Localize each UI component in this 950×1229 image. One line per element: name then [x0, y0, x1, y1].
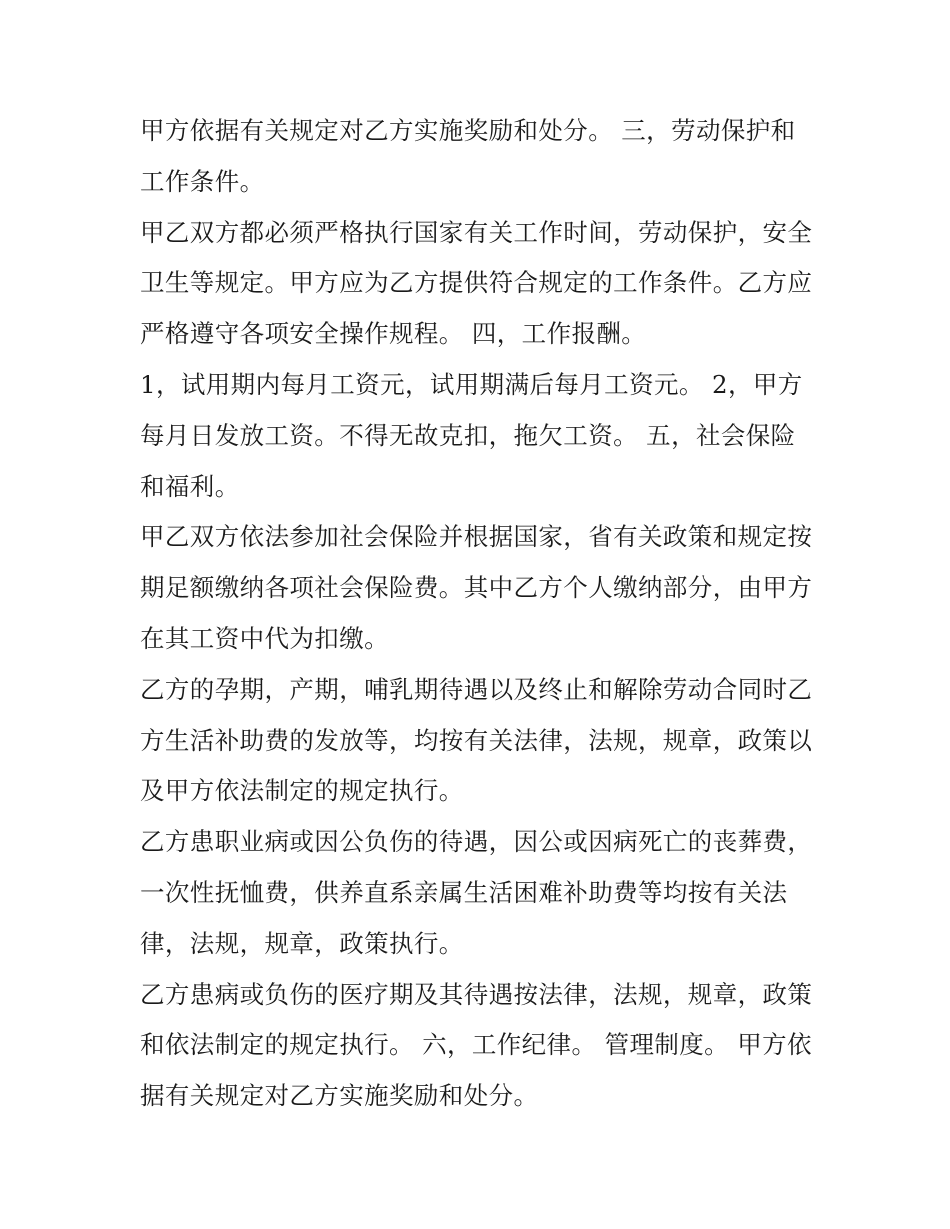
text-line: 工作条件。 [140, 166, 265, 196]
text-line: 方生活补助费的发放等，均按有关法律，法规，规章，政策以 [140, 725, 813, 755]
text-line: 在其工资中代为扣缴。 [140, 623, 389, 653]
text-line: 甲乙双方都必须严格执行国家有关工作时间，劳动保护，安全 [140, 217, 813, 247]
text-line: 及甲方依法制定的规定执行。 [140, 776, 464, 806]
text-line: 严格遵守各项安全操作规程。 四，工作报酬。 [140, 319, 647, 349]
text-line: 和福利。 [140, 471, 240, 501]
text-line: 据有关规定对乙方实施奖励和处分。 [140, 1081, 539, 1111]
text-line: 卫生等规定。甲方应为乙方提供符合规定的工作条件。乙方应 [140, 268, 813, 298]
text-line: 律，法规，规章，政策执行。 [140, 928, 464, 958]
text-line: 乙方患职业病或因公负伤的待遇，因公或因病死亡的丧葬费， [140, 827, 813, 857]
text-line: 期足额缴纳各项社会保险费。其中乙方个人缴纳部分，由甲方 [140, 573, 813, 603]
text-line: 乙方患病或负伤的医疗期及其待遇按法律，法规，规章，政策 [140, 979, 813, 1009]
text-line: 甲乙双方依法参加社会保险并根据国家，省有关政策和规定按 [140, 522, 813, 552]
text-line: 1，试用期内每月工资元，试用期满后每月工资元。 2，甲方 [140, 369, 803, 399]
document-body [140, 106, 830, 1122]
text-line: 一次性抚恤费，供养直系亲属生活困难补助费等均按有关法 [140, 877, 788, 907]
text-line: 甲方依据有关规定对乙方实施奖励和处分。 三，劳动保护和 [140, 116, 796, 145]
text-line: 乙方的孕期，产期，哺乳期待遇以及终止和解除劳动合同时乙 [140, 674, 813, 704]
text-line: 每月日发放工资。不得无故克扣，拖欠工资。 五，社会保险 [140, 420, 796, 450]
text-line: 和依法制定的规定执行。 六，工作纪律。 管理制度。 甲方依 [140, 1030, 812, 1060]
